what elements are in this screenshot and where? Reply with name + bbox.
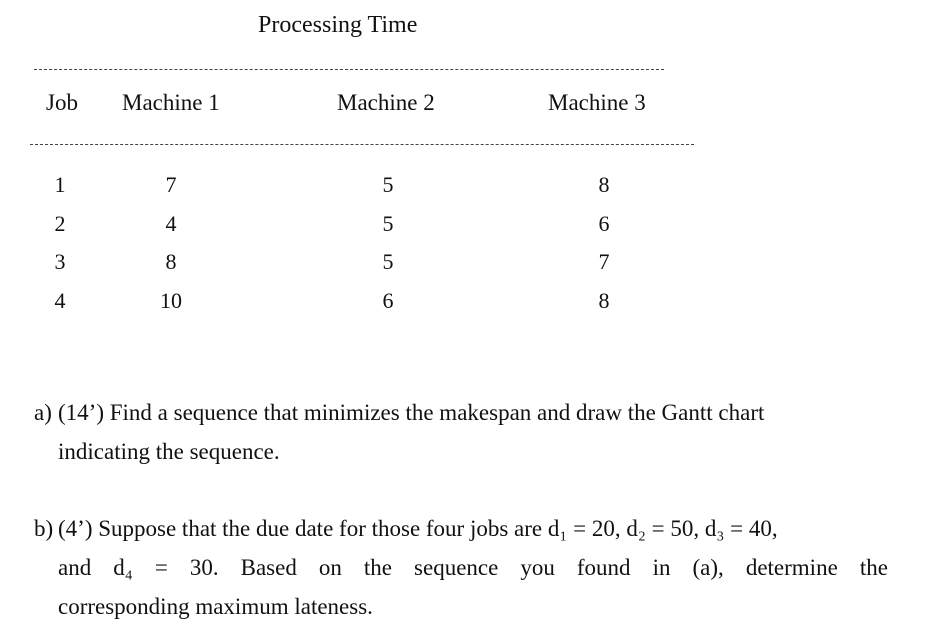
cell-machine-3: 7 — [598, 249, 610, 274]
cell-machine-2: 5 — [382, 172, 394, 197]
cell-machine-3: 8 — [598, 172, 610, 197]
question-b-word: determine — [745, 555, 838, 580]
cell-machine-2: 5 — [382, 249, 394, 274]
header-machine-3: Machine 3 — [548, 90, 646, 115]
cell-machine-1: 10 — [160, 287, 182, 313]
cell-machine-3: 6 — [598, 210, 610, 236]
question-a-line-1: (14’) Find a sequence that minimizes the makespan and draw the Gantt chart — [58, 400, 765, 425]
header-machine-2: Machine 2 — [337, 90, 435, 115]
cell-job: 2 — [54, 210, 66, 236]
question-b-word: 30. — [189, 555, 219, 580]
cell-job: 1 — [54, 172, 66, 197]
question-b-line-2 — [58, 548, 888, 587]
table-row — [0, 172, 926, 211]
cell-machine-3: 8 — [598, 287, 610, 313]
cell-machine-1: 8 — [165, 249, 177, 274]
table-row — [0, 288, 926, 327]
question-b-word: d₄ — [113, 555, 133, 580]
header-dashed-rule — [30, 144, 694, 145]
cell-machine-1: 7 — [165, 172, 177, 197]
question-b-word: = — [154, 555, 168, 580]
question-b-word: on — [318, 555, 342, 580]
table-row — [0, 211, 926, 250]
cell-machine-2: 5 — [382, 210, 394, 236]
question-b-label: b) — [34, 516, 54, 541]
table-row — [0, 249, 926, 288]
cell-job: 3 — [54, 249, 66, 274]
cell-job: 4 — [54, 287, 66, 313]
question-b-word: and — [58, 555, 92, 580]
question-b-word: (a), — [692, 555, 724, 580]
top-dashed-rule — [34, 69, 664, 70]
table-title: Processing Time — [258, 12, 418, 38]
question-b-word: sequence — [414, 555, 499, 580]
cell-machine-1: 4 — [165, 210, 177, 236]
question-a-label: a) — [34, 400, 52, 425]
question-b-word: the — [859, 555, 888, 580]
header-machine-1: Machine 1 — [122, 90, 220, 115]
question-a-line-2: indicating the sequence. — [58, 439, 280, 464]
question-b-word: the — [363, 555, 392, 580]
question-b-word: you — [520, 555, 555, 580]
question-b-word: Based — [240, 555, 297, 580]
question-b-line-1: (4’) Suppose that the due date for those four jobs are d₁ = 20, d₂ = 50, d₃ = 40, — [58, 516, 778, 541]
header-job: Job — [46, 90, 78, 115]
question-b-line-3: corresponding maximum lateness. — [58, 594, 373, 619]
cell-machine-2: 6 — [382, 287, 394, 313]
question-b-word: found — [576, 555, 631, 580]
question-b-word: in — [652, 555, 671, 580]
processing-time-table-body — [0, 172, 926, 326]
